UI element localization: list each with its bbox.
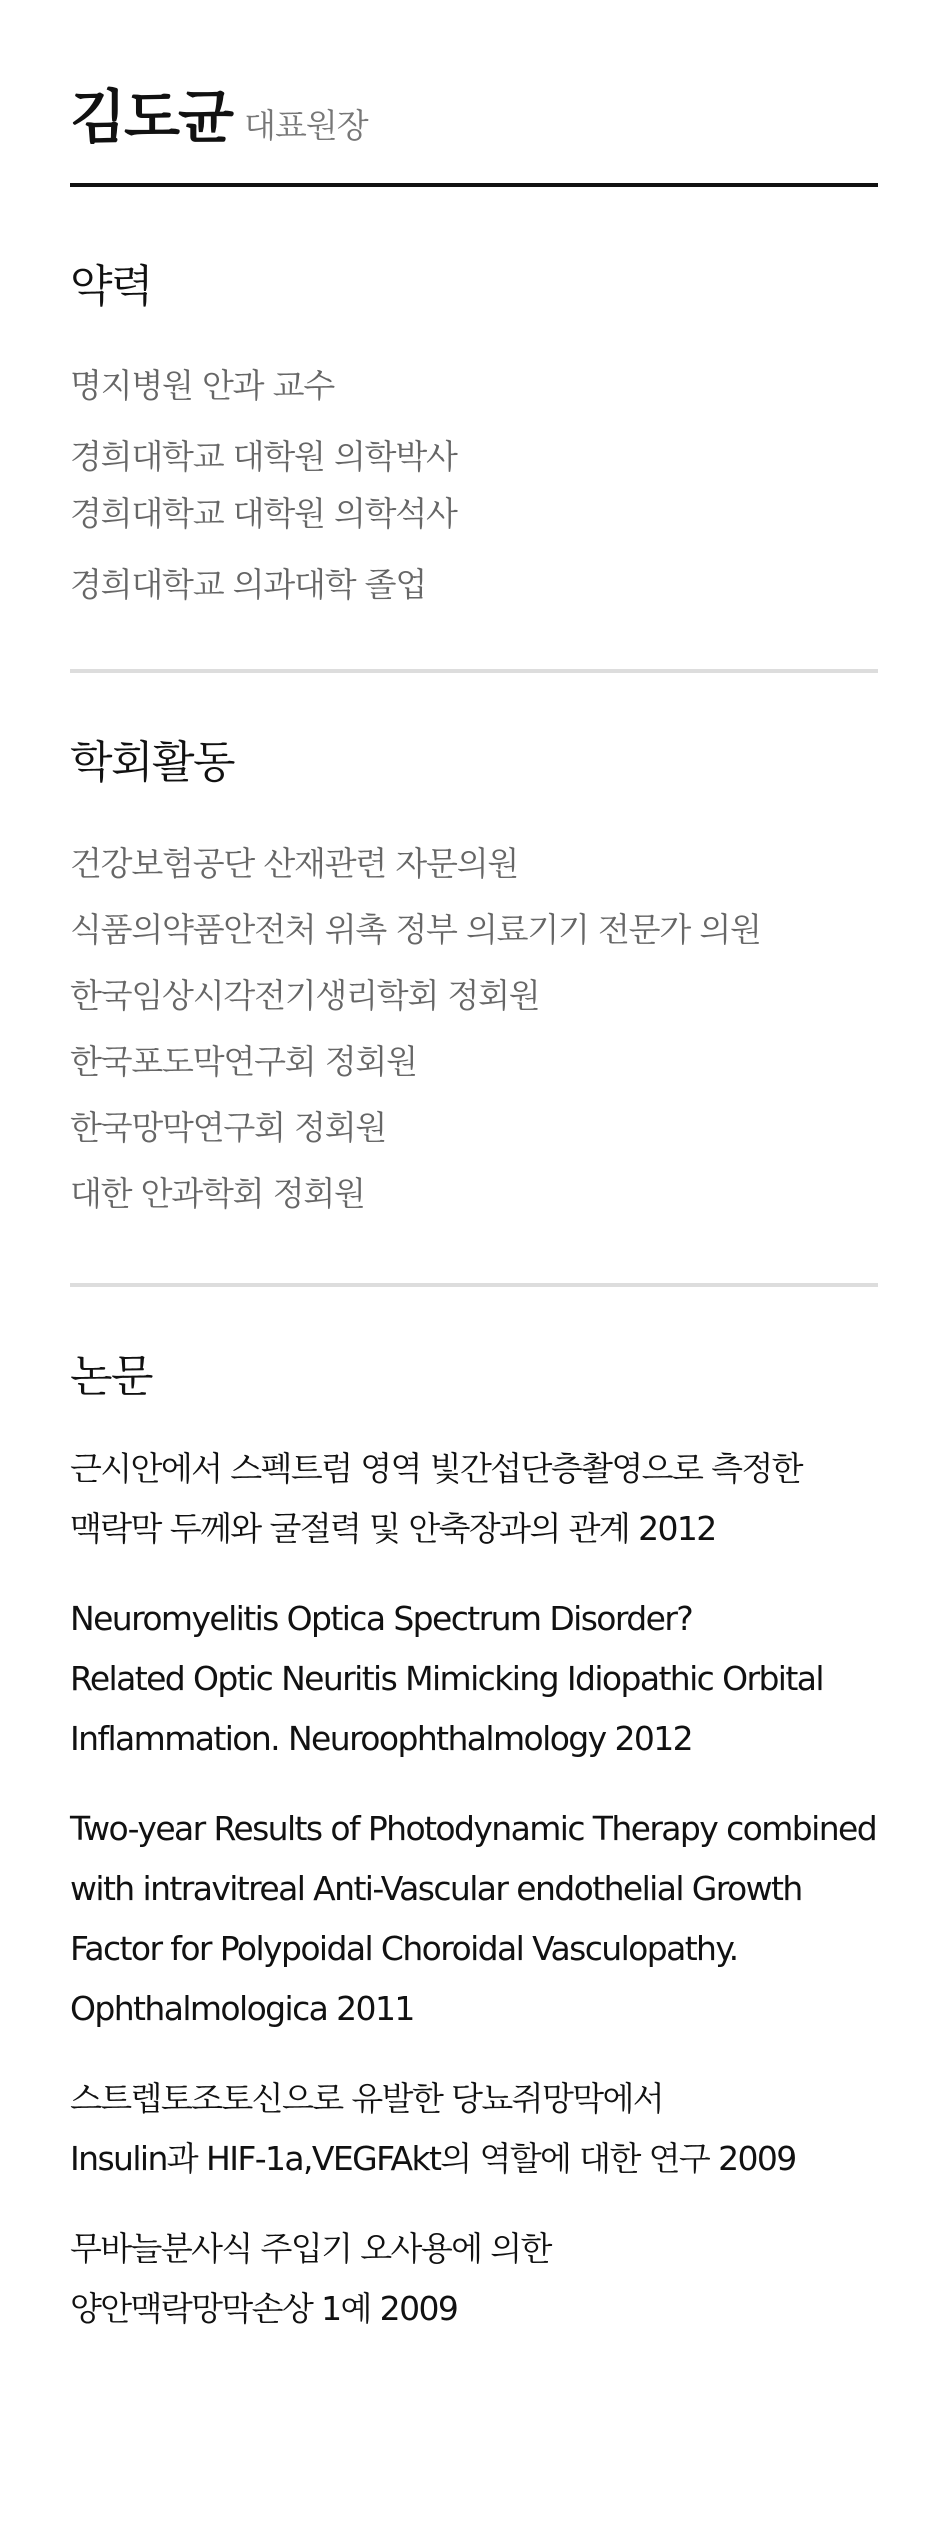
papers-section [70, 1287, 878, 2339]
paper-item: Neuromyelitis Optica Spectrum Disorder? Related Optic Neuritis Mimicking Idiopathic Orbital Inflammation. Neuroophthalmology 2012 [70, 1599, 823, 1758]
career-list [70, 357, 878, 613]
society-item: 한국망막연구회 정회원 [70, 1108, 387, 1147]
paper-item: 스트렙토조토신으로 유발한 당뇨쥐망막에서 Insulin과 HIF-1a,VEGFAkt의 역할에 대한 연구 2009 [70, 2079, 796, 2178]
career-item: 경희대학교 대학원 의학석사 [70, 494, 457, 533]
society-item: 대한 안과학회 정회원 [70, 1174, 365, 1213]
papers-list [70, 1439, 878, 2339]
paper-item: 근시안에서 스펙트럼 영역 빛간섭단층촬영으로 측정한 맥락막 두께와 굴절력 및 안축장과의 관계 2012 [70, 1449, 802, 1548]
career-item: 경희대학교 의과대학 졸업 [70, 565, 427, 604]
society-list [70, 831, 878, 1227]
career-section [70, 187, 878, 673]
society-title: 학회활동 [70, 737, 235, 788]
doctor-name: 김도균 [70, 83, 233, 151]
career-item: 명지병원 안과 교수 [70, 366, 335, 405]
career-item: 경희대학교 대학원 의학박사 [70, 437, 457, 476]
paper-item: 무바늘분사식 주입기 오사용에 의한 양안맥락망막손상 1예 2009 [70, 2229, 551, 2328]
society-section [70, 673, 878, 1287]
papers-title: 논문 [70, 1351, 153, 1402]
society-item: 한국임상시각전기생리학회 정회원 [70, 976, 540, 1015]
society-item: 한국포도막연구회 정회원 [70, 1042, 417, 1081]
society-item: 식품의약품안전처 위촉 정부 의료기기 전문가 의원 [70, 910, 761, 949]
career-title: 약력 [70, 261, 153, 312]
paper-item: Two-year Results of Photodynamic Therapy combined with intravitreal Anti-Vascular endothelial Growth Factor for Polypoidal Choroidal Vasculopathy. Ophthalmologica 2011 [70, 1809, 877, 2028]
profile-header [70, 0, 878, 187]
society-item: 건강보험공단 산재관련 자문의원 [70, 844, 519, 883]
doctor-role: 대표원장 [244, 106, 368, 145]
